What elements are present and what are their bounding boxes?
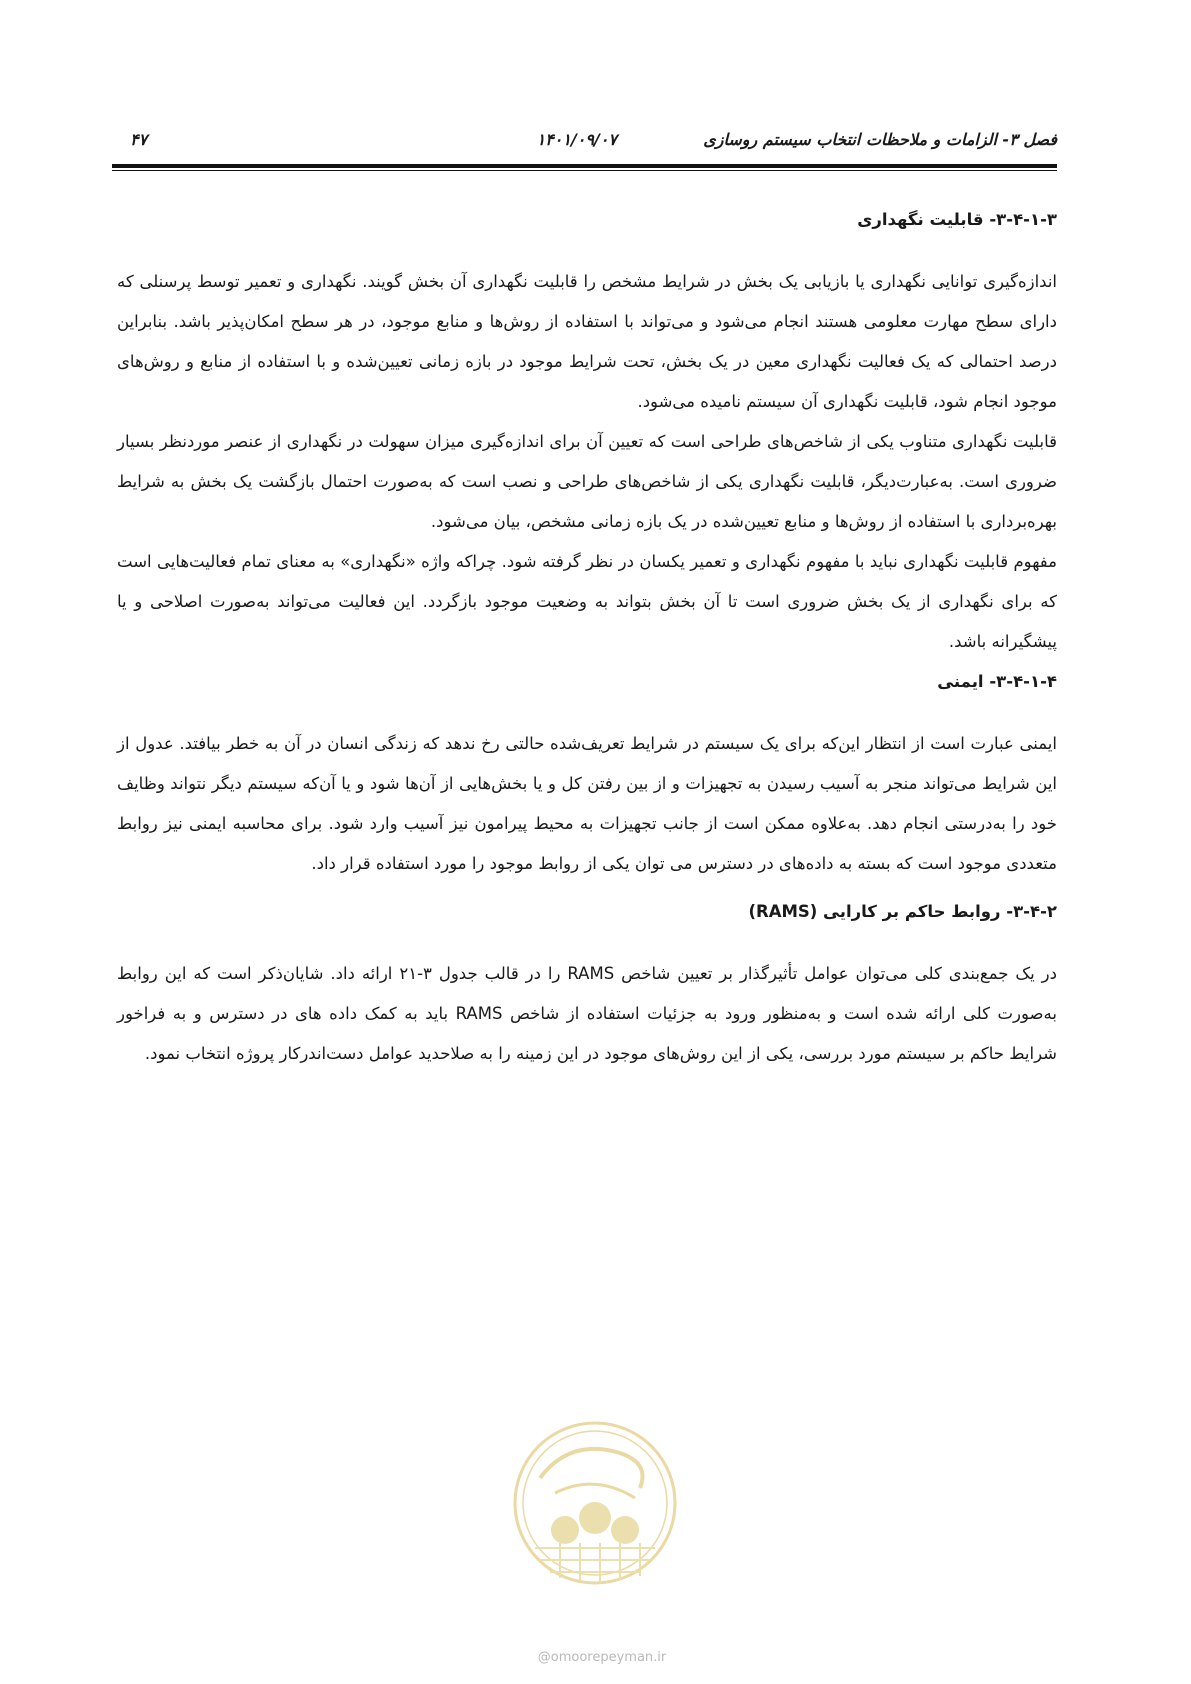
section-heading-rams: ۳-۴-۲- روابط حاکم بر کارایی (RAMS)	[748, 902, 1057, 921]
watermark-logo-icon	[510, 1418, 680, 1588]
chapter-title: فصل ۳- الزامات و ملاحظات انتخاب سیستم روسازی	[703, 130, 1057, 149]
page-header	[112, 124, 1057, 154]
header-rule-thick	[112, 164, 1057, 168]
watermark-url: @omoorepeyman.ir	[537, 1650, 667, 1665]
header-rule-thin	[112, 170, 1057, 171]
section-heading-maintainability: ۳-۴-۱-۳- قابلیت نگهداری	[857, 210, 1057, 229]
paragraph: اندازه‌گیری توانایی نگهداری یا بازیابی یک بخش در شرایط مشخص را قابلیت نگهداری آن بخش گویند. نگهداری و تعمیر توسط پرسنلی که دارای سطح مهارت معلومی هستند انجام می‌شود و می‌تواند با استفاده از روش‌ها و منابع موجود، در هر سطح امکان‌پذیر باشد. بنابراین درصد احتمالی که یک فعالیت نگهداری معین در یک بخش، تحت شرایط موجود در بازه زمانی تعیین‌شده و با استفاده از منابع و روش‌های موجود انجام شود، قابلیت نگهداری آن سیستم نامیده می‌شود.	[117, 272, 1057, 411]
page-content	[117, 210, 1057, 1074]
header-date: ۱۴۰۱/۰۹/۰۷	[536, 130, 617, 149]
page-number: ۴۷	[130, 130, 148, 149]
paragraph: قابلیت نگهداری متناوب یکی از شاخص‌های طراحی است که تعیین آن برای اندازه‌گیری میزان سهولت در نگهداری از عنصر موردنظر بسیار ضروری است. به‌عبارت‌دیگر، قابلیت نگهداری یکی از شاخص‌های طراحی و نصب است که به‌صورت احتمال بازگشت یک بخش به شرایط بهره‌برداری با استفاده از روش‌ها و منابع تعیین‌شده در یک بازه زمانی مشخص، بیان می‌شود.	[117, 432, 1057, 531]
paragraph: مفهوم قابلیت نگهداری نباید با مفهوم نگهداری و تعمیر یکسان در نظر گرفته شود. چراکه واژه «نگهداری» به معنای تمام فعالیت‌هایی است که برای نگهداری از یک بخش ضروری است تا آن بخش بتواند به وضعیت موجود بازگردد. این فعالیت می‌تواند به‌صورت اصلاحی و یا پیشگیرانه باشد.	[117, 552, 1057, 651]
paragraph: ایمنی عبارت است از انتظار این‌که برای یک سیستم در شرایط تعریف‌شده حالتی رخ ندهد که زندگی انسان در آن به خطر بیافتد. عدول از این شرایط می‌تواند منجر به آسیب رسیدن به تجهیزات و از بین رفتن کل و یا بخش‌هایی از آن‌ها شود و یا آن‌که سیستم دیگر نتواند وظایف خود را به‌درستی انجام دهد. به‌علاوه ممکن است از جانب تجهیزات به محیط پیرامون نیز آسیب وارد شود. برای محاسبه ایمنی نیز روابط متعددی موجود است که بسته به داده‌های در دسترس می توان یکی از روابط موجود را مورد استفاده قرار داد.	[117, 734, 1057, 873]
section-heading-safety: ۳-۴-۱-۴- ایمنی	[937, 672, 1057, 691]
paragraph: در یک جمع‌بندی کلی می‌توان عوامل تأثیرگذار بر تعیین شاخص RAMS را در قالب جدول ۳-۲۱ ارائه داد. شایان‌ذکر است که این روابط به‌صورت کلی ارائه شده است و به‌منظور ورود به جزئیات استفاده از شاخص RAMS باید به کمک داده های در دسترس و به فراخور شرایط حاکم بر سیستم مورد بررسی، یکی از این روش‌های موجود در این زمینه را به صلاحدید عوامل دست‌اندرکار پروژه انتخاب نمود.	[117, 964, 1057, 1063]
